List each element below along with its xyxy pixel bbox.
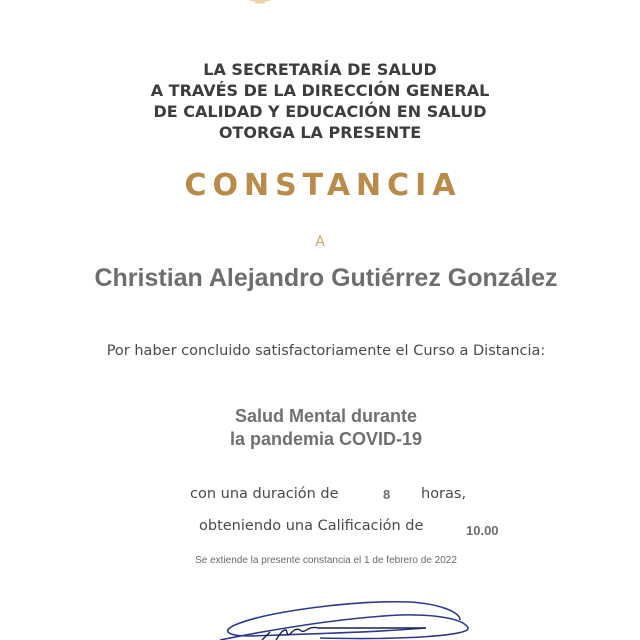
issued-statement: Se extiende la presente constancia el 1 de febrero de 2022 [195, 555, 457, 566]
certificate-title: CONSTANCIA [184, 168, 462, 203]
grade-value: 10.00 [466, 523, 499, 538]
government-seal-icon [240, 0, 280, 6]
course-line: la pandemia COVID-19 [229, 429, 423, 449]
signature-icon [200, 590, 480, 640]
course-name [0, 405, 640, 451]
duration-suffix: horas, [421, 486, 467, 502]
to-label: A [315, 234, 325, 250]
issuer-line: DE CALIDAD Y EDUCACIÓN EN SALUD [153, 102, 487, 121]
issuer-line: A TRAVÉS DE LA DIRECCIÓN GENERAL [150, 81, 490, 100]
issuer-line: LA SECRETARÍA DE SALUD [203, 60, 437, 79]
course-line: Salud Mental durante [234, 406, 418, 426]
recipient-name: Christian Alejandro Gutiérrez González [94, 264, 558, 292]
completion-reason: Por haber concluido satisfactoriamente el Curso a Distancia: [106, 343, 546, 359]
issuer-heading [0, 59, 640, 143]
duration-value: 8 [383, 487, 391, 502]
duration-prefix: con una duración de [190, 486, 339, 502]
grade-prefix: obteniendo una Calificación de [199, 518, 424, 534]
issuer-line: OTORGA LA PRESENTE [218, 123, 422, 142]
